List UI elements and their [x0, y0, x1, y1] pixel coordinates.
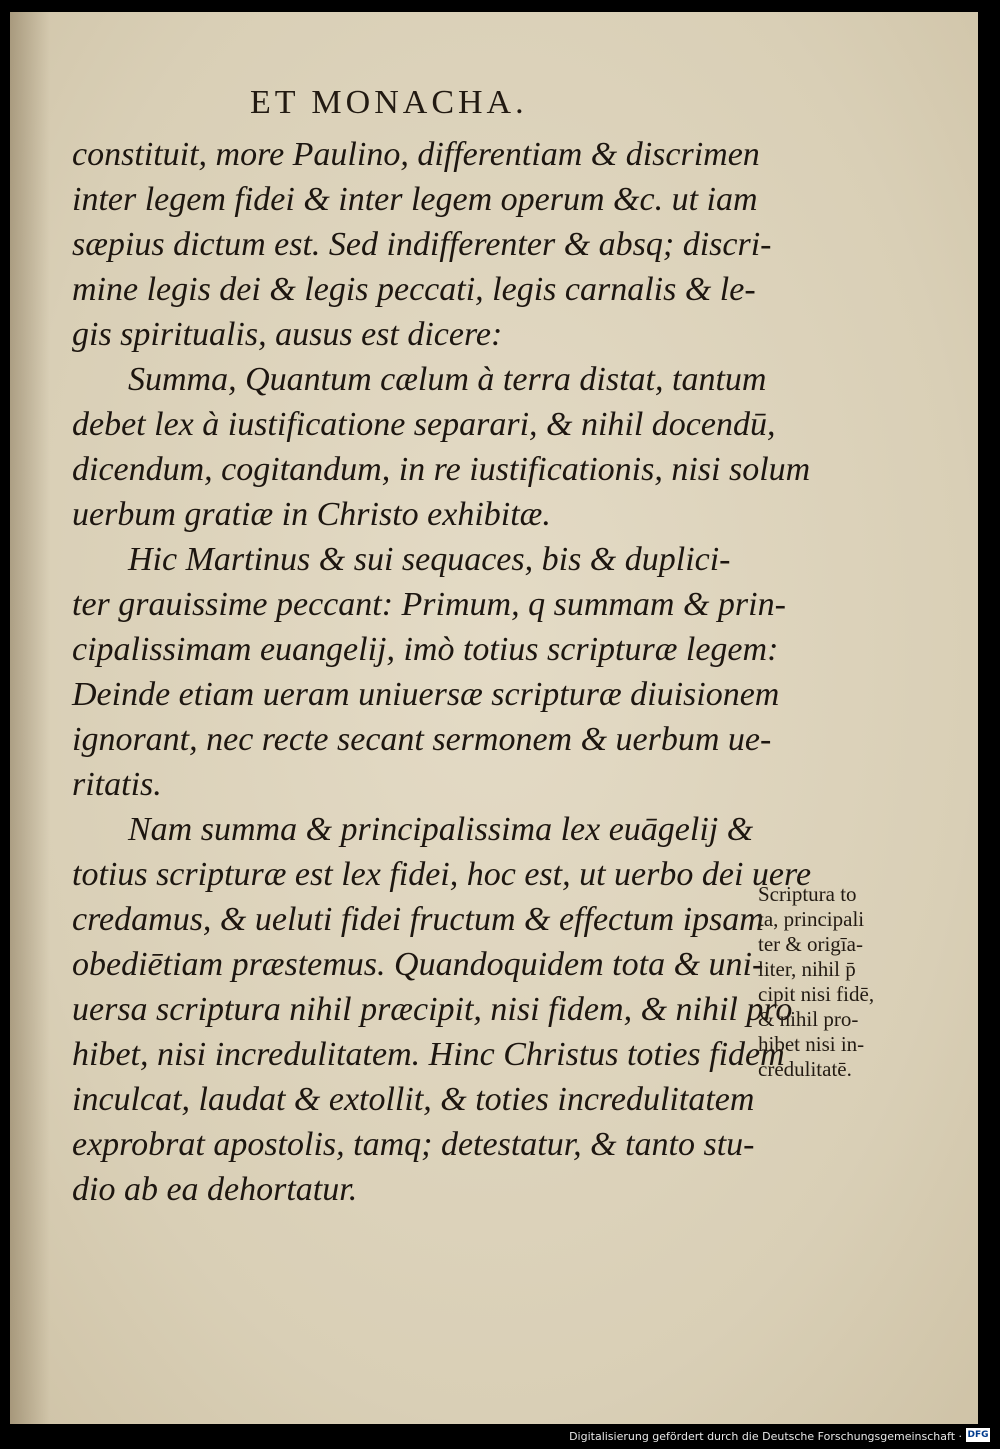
text-line: uerbum gratiæ in Christo exhibitæ.: [72, 496, 551, 533]
text-line: ignorant, nec recte secant sermonem & uerbum ue-: [72, 721, 772, 758]
marginal-line: ta, principali: [758, 907, 865, 931]
dfg-logo: DFG: [967, 1430, 989, 1440]
text-line: inter legem fidei & inter legem operum &c. ut iam: [72, 181, 758, 218]
text-line: Summa, Quantum cælum à terra distat, tantum: [128, 361, 767, 398]
text-line: ter grauissime peccant: Primum, q summam & prin-: [72, 586, 786, 623]
text-line: gis spiritualis, ausus est dicere:: [72, 316, 503, 353]
text-line: Nam summa & principalissima lex euāgelij &: [128, 811, 754, 848]
text-line: Hic Martinus & sui sequaces, bis & duplici-: [128, 541, 731, 578]
text-line: mine legis dei & legis peccati, legis carnalis & le-: [72, 271, 756, 308]
marginal-line: liter, nihil p̄: [758, 957, 856, 981]
text-line: ritatis.: [72, 766, 162, 803]
text-line: exprobrat apostolis, tamq; detestatur, & tanto stu-: [72, 1126, 755, 1163]
marginal-line: cipit nisi fidē,: [758, 982, 875, 1006]
digitization-footer: [0, 1424, 1000, 1449]
book-page: [10, 12, 978, 1424]
text-line: totius scripturæ est lex fidei, hoc est, ut uerbo dei uere: [72, 856, 812, 893]
text-line: inculcat, laudat & extollit, & toties incredulitatem: [72, 1081, 755, 1118]
funding-credit: Digitalisierung gefördert durch die Deutsche Forschungsgemeinschaft ·: [569, 1430, 962, 1443]
text-line: hibet, nisi incredulitatem. Hinc Christus toties fidem: [72, 1036, 785, 1073]
text-line: obediētiam præstemus. Quandoquidem tota & uni-: [72, 946, 764, 983]
text-line: uersa scriptura nihil præcipit, nisi fidem, & nihil pro: [72, 991, 793, 1028]
text-line: sæpius dictum est. Sed indifferenter & absq; discri-: [72, 226, 772, 263]
marginal-line: credulitatē.: [758, 1057, 852, 1081]
marginal-line: ter & origīa-: [758, 932, 863, 956]
page-gutter-shadow: [10, 12, 50, 1424]
text-line: credamus, & ueluti fidei fructum & effectum ipsam: [72, 901, 764, 938]
marginal-note: [758, 882, 948, 1082]
text-line: dio ab ea dehortatur.: [72, 1171, 358, 1208]
text-line: dicendum, cogitandum, in re iustificationis, nisi solum: [72, 451, 811, 488]
text-line: Deinde etiam ueram uniuersæ scripturæ diuisionem: [72, 676, 780, 713]
marginal-line: Scriptura to: [758, 882, 857, 906]
text-line: cipalissimam euangelij, imò totius scripturæ legem:: [72, 631, 779, 668]
text-line: constituit, more Paulino, differentiam & discrimen: [72, 136, 760, 173]
marginal-line: & nihil pro-: [758, 1007, 859, 1031]
text-line: debet lex à iustificatione separari, & nihil docendū,: [72, 406, 776, 443]
running-head: ET MONACHA.: [250, 84, 528, 121]
marginal-line: hibet nisi in-: [758, 1032, 865, 1056]
